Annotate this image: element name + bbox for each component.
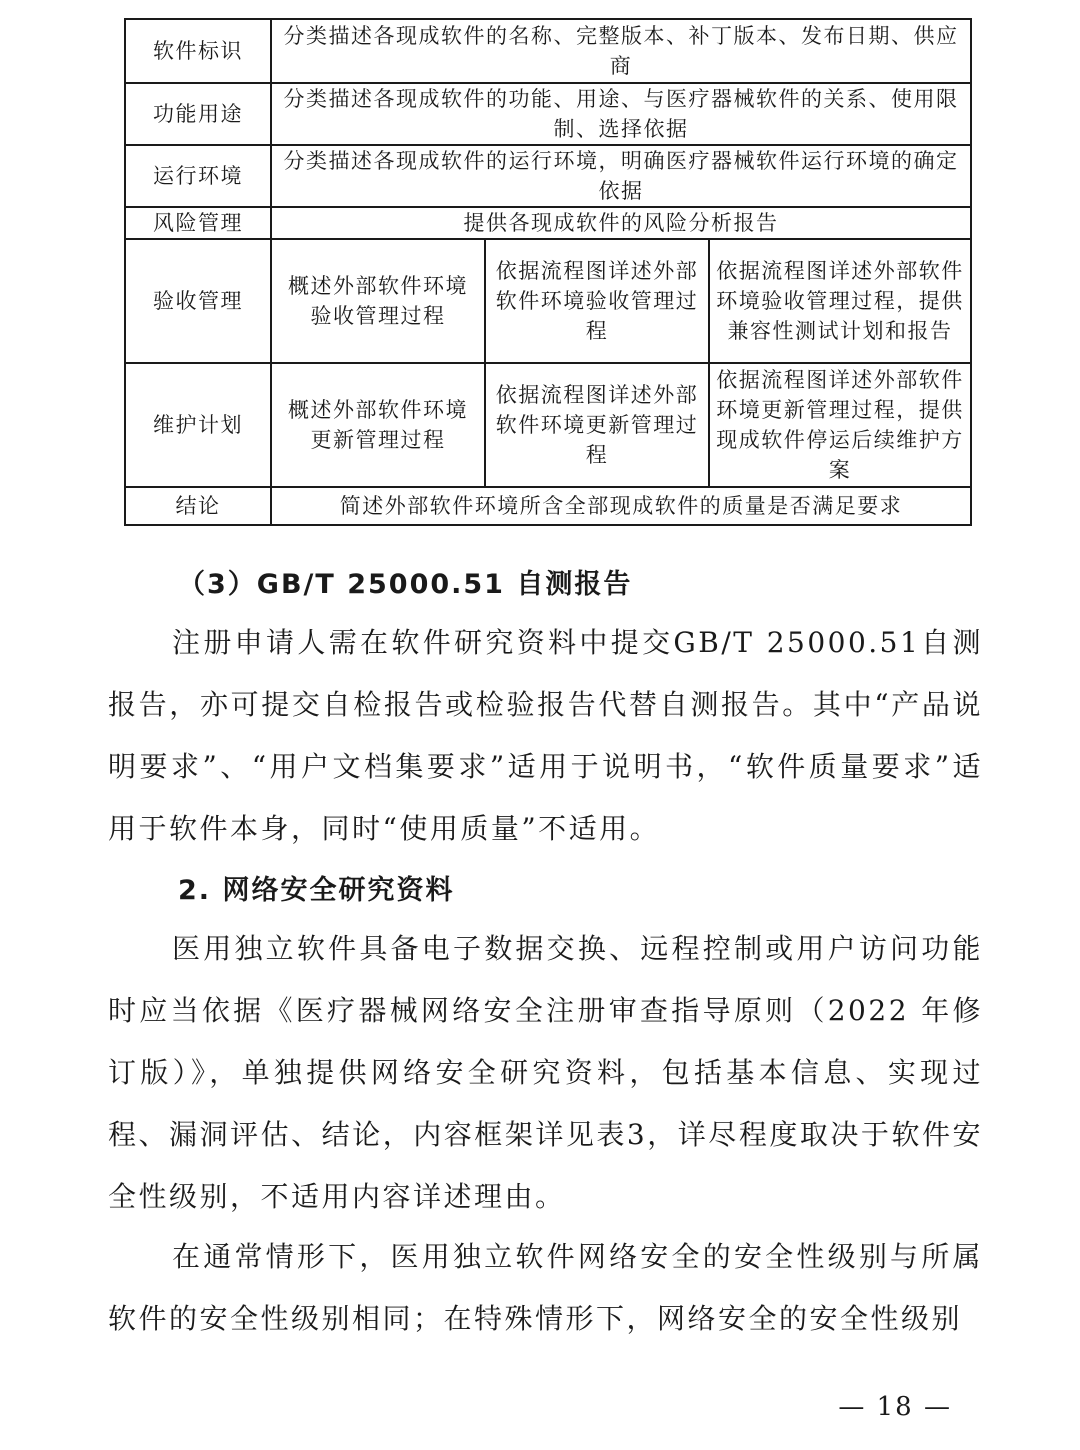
row-content: 分类描述各现成软件的运行环境，明确医疗器械软件运行环境的确定依据	[271, 145, 971, 207]
paragraph-network-security-1: 医用独立软件具备电子数据交换、远程控制或用户访问功能时应当依据《医疗器械网络安全注册审查指导原则（2022 年修订版）》，单独提供网络安全研究资料，包括基本信息、实现过程、漏洞评估、结论，内容框架详见表3，详尽程度取决于软件安全性级别，不适用内容详述理由。	[108, 932, 983, 1213]
row-cell-level-2: 依据流程图详述外部软件环境验收管理过程	[485, 239, 709, 363]
row-cell-level-3: 依据流程图详述外部软件环境验收管理过程，提供兼容性测试计划和报告	[709, 239, 971, 363]
row-label: 软件标识	[125, 19, 271, 83]
row-cell-level-3: 依据流程图详述外部软件环境更新管理过程，提供现成软件停运后续维护方案	[709, 363, 971, 487]
row-content: 分类描述各现成软件的名称、完整版本、补丁版本、发布日期、供应商	[271, 19, 971, 83]
row-content: 简述外部软件环境所含全部现成软件的质量是否满足要求	[271, 487, 971, 525]
row-content: 提供各现成软件的风险分析报告	[271, 207, 971, 239]
paragraph-network-security-2: 在通常情形下，医用独立软件网络安全的安全性级别与所属软件的安全性级别相同；在特殊情形下，网络安全的安全性级别	[108, 1240, 983, 1335]
section-heading-self-test-report: （3）GB/T 25000.51 自测报告	[178, 569, 633, 600]
row-label: 验收管理	[125, 239, 271, 363]
row-label: 风险管理	[125, 207, 271, 239]
row-content: 分类描述各现成软件的功能、用途、与医疗器械软件的关系、使用限制、选择依据	[271, 83, 971, 145]
section-heading-network-security: 2. 网络安全研究资料	[178, 875, 455, 906]
table-row	[125, 239, 971, 363]
row-cell-level-1: 概述外部软件环境更新管理过程	[271, 363, 485, 487]
software-environment-table	[124, 18, 972, 526]
table-row	[125, 363, 971, 487]
row-cell-level-2: 依据流程图详述外部软件环境更新管理过程	[485, 363, 709, 487]
table-row	[125, 207, 971, 239]
row-cell-level-1: 概述外部软件环境验收管理过程	[271, 239, 485, 363]
table-row	[125, 83, 971, 145]
paragraph-self-test-report: 注册申请人需在软件研究资料中提交GB/T 25000.51自测报告，亦可提交自检报告或检验报告代替自测报告。其中“产品说明要求”、“用户文档集要求”适用于说明书，“软件质量要求”适用于软件本身，同时“使用质量”不适用。	[108, 626, 983, 845]
row-label: 维护计划	[125, 363, 271, 487]
table-row	[125, 145, 971, 207]
page-number: — 18 —	[838, 1392, 952, 1422]
row-label: 运行环境	[125, 145, 271, 207]
row-label: 结论	[125, 487, 271, 525]
table-row	[125, 19, 971, 83]
row-label: 功能用途	[125, 83, 271, 145]
table-row	[125, 487, 971, 525]
